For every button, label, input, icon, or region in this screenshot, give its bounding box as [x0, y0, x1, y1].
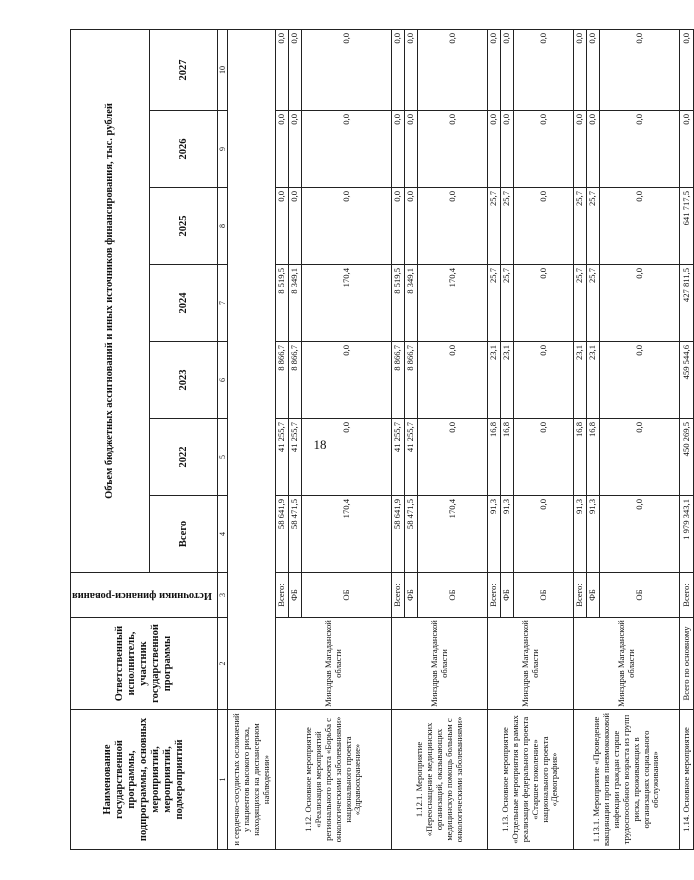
amount-cell: 8 866,7: [276, 342, 289, 419]
amount-cell: 58 641,9: [276, 496, 289, 573]
amount-cell: 0,0: [514, 29, 574, 110]
program-name: 1.13. Основное мероприятие «Отдельные мероприятия в рамках реализации федерального проекта «Старшее поколение» национального проекта «Демография»: [488, 710, 574, 850]
amount-cell: 0,0: [488, 111, 501, 188]
header-year: 2024: [150, 265, 218, 342]
amount-cell: 16,8: [501, 419, 514, 496]
amount-cell: 23,1: [488, 342, 501, 419]
funding-source: Всего:: [392, 573, 405, 618]
amount-cell: 0,0: [302, 111, 392, 188]
executor: Минздрав Магаданской области: [276, 618, 392, 710]
amount-cell: 0,0: [405, 111, 418, 188]
executor: Всего по основному: [680, 618, 694, 710]
amount-cell: 8 349,1: [405, 265, 418, 342]
column-number: 9: [218, 111, 228, 188]
amount-cell: 58 471,5: [289, 496, 302, 573]
amount-cell: 0,0: [418, 342, 488, 419]
funding-source: Всего:: [276, 573, 289, 618]
amount-cell: 0,0: [587, 111, 600, 188]
amount-cell: 0,0: [392, 188, 405, 265]
amount-cell: 25,7: [501, 188, 514, 265]
amount-cell: 450 269,5: [680, 419, 694, 496]
amount-cell: 8 866,7: [405, 342, 418, 419]
amount-cell: 25,7: [488, 265, 501, 342]
amount-cell: 16,8: [488, 419, 501, 496]
column-number: 5: [218, 419, 228, 496]
program-name: 1.13.1. Мероприятие «Проведение вакцинации против пневмококковой инфекции граждан старше трудоспособного возраста из групп риска, проживающих в организациях социального обслуживания»: [574, 710, 680, 850]
column-number: 8: [218, 188, 228, 265]
funding-source: ОБ: [418, 573, 488, 618]
page-number: 18: [313, 437, 327, 452]
empty-cell: [228, 29, 276, 709]
amount-cell: 427 811,5: [680, 265, 694, 342]
amount-cell: 0,0: [418, 29, 488, 110]
amount-cell: 91,3: [501, 496, 514, 573]
amount-cell: 0,0: [514, 188, 574, 265]
table-row: [488, 29, 501, 849]
amount-cell: 0,0: [514, 496, 574, 573]
funding-source: ФБ: [587, 573, 600, 618]
table-row: [574, 29, 587, 849]
amount-cell: 58 641,9: [392, 496, 405, 573]
column-number: 2: [218, 618, 228, 710]
amount-cell: 41 255,7: [276, 419, 289, 496]
amount-cell: 58 471,5: [405, 496, 418, 573]
amount-cell: 0,0: [600, 265, 680, 342]
funding-table: [70, 29, 694, 850]
amount-cell: 1 979 343,1: [680, 496, 694, 573]
amount-cell: 25,7: [587, 188, 600, 265]
header-executor: Ответственный исполнитель, участник государственной программы: [71, 618, 218, 710]
amount-cell: 0,0: [501, 111, 514, 188]
amount-cell: 170,4: [418, 265, 488, 342]
amount-cell: 0,0: [501, 29, 514, 110]
amount-cell: 16,8: [574, 419, 587, 496]
amount-cell: 459 544,6: [680, 342, 694, 419]
header-year: 2023: [150, 342, 218, 419]
amount-cell: 25,7: [501, 265, 514, 342]
amount-cell: 23,1: [587, 342, 600, 419]
amount-cell: 41 255,7: [405, 419, 418, 496]
amount-cell: 0,0: [289, 29, 302, 110]
amount-cell: 91,3: [574, 496, 587, 573]
table-row: [680, 29, 694, 849]
amount-cell: 8 866,7: [392, 342, 405, 419]
table-row: [392, 29, 405, 849]
column-number: 7: [218, 265, 228, 342]
header-year: Всего: [150, 496, 218, 573]
amount-cell: 0,0: [600, 188, 680, 265]
amount-cell: 0,0: [392, 111, 405, 188]
funding-source: Всего:: [680, 573, 694, 618]
amount-cell: 0,0: [600, 496, 680, 573]
amount-cell: 23,1: [501, 342, 514, 419]
amount-cell: 0,0: [276, 29, 289, 110]
funding-source: Всего:: [574, 573, 587, 618]
funding-source: ФБ: [501, 573, 514, 618]
funding-source: ОБ: [514, 573, 574, 618]
amount-cell: 0,0: [600, 29, 680, 110]
program-name: 1.12.1. Мероприятие «Переоснащение медицинских организаций, оказывающих медицинскую помощь больным с онкологическими заболеваниями»: [392, 710, 488, 850]
amount-cell: 0,0: [587, 29, 600, 110]
amount-cell: 91,3: [587, 496, 600, 573]
amount-cell: 25,7: [587, 265, 600, 342]
amount-cell: 25,7: [574, 188, 587, 265]
funding-source: ФБ: [289, 573, 302, 618]
amount-cell: 0,0: [418, 419, 488, 496]
amount-cell: 0,0: [488, 29, 501, 110]
funding-source: ФБ: [405, 573, 418, 618]
amount-cell: 170,4: [302, 496, 392, 573]
amount-cell: 8 519,5: [276, 265, 289, 342]
amount-cell: 16,8: [587, 419, 600, 496]
table-row: [228, 29, 276, 849]
amount-cell: 170,4: [302, 265, 392, 342]
amount-cell: 25,7: [488, 188, 501, 265]
amount-cell: 0,0: [680, 29, 694, 110]
program-name: и сердечно-сосудистых осложнений у пациентов высокого риска, находящихся на диспансерном наблюдении»: [228, 710, 276, 850]
column-number: 1: [218, 710, 228, 850]
executor: Минздрав Магаданской области: [488, 618, 574, 710]
amount-cell: 0,0: [302, 419, 392, 496]
amount-cell: 41 255,7: [392, 419, 405, 496]
column-number: 3: [218, 573, 228, 618]
amount-cell: 0,0: [680, 111, 694, 188]
funding-source: Всего:: [488, 573, 501, 618]
header-funding-group: Объем бюджетных ассигнований и иных источников финансирования, тыс. рублей: [71, 29, 150, 572]
amount-cell: 0,0: [600, 111, 680, 188]
executor: Минздрав Магаданской области: [574, 618, 680, 710]
amount-cell: 0,0: [514, 265, 574, 342]
amount-cell: 8 349,1: [289, 265, 302, 342]
funding-source: ОБ: [600, 573, 680, 618]
amount-cell: 0,0: [514, 342, 574, 419]
amount-cell: 0,0: [418, 111, 488, 188]
amount-cell: 0,0: [418, 188, 488, 265]
amount-cell: 0,0: [574, 111, 587, 188]
amount-cell: 0,0: [289, 188, 302, 265]
amount-cell: 0,0: [514, 419, 574, 496]
column-number: 10: [218, 29, 228, 110]
amount-cell: 0,0: [392, 29, 405, 110]
amount-cell: 0,0: [600, 342, 680, 419]
header-year: 2022: [150, 419, 218, 496]
column-number: 6: [218, 342, 228, 419]
header-year: 2026: [150, 111, 218, 188]
amount-cell: 0,0: [600, 419, 680, 496]
amount-cell: 8 866,7: [289, 342, 302, 419]
funding-source: ОБ: [302, 573, 392, 618]
amount-cell: 8 519,5: [392, 265, 405, 342]
amount-cell: 0,0: [405, 188, 418, 265]
program-name: 1.14. Основное мероприятие: [680, 710, 694, 850]
executor: Минздрав Магаданской области: [392, 618, 488, 710]
header-name: Наименование государственной программы, подпрограммы, основных мероприятий, мероприятий, подмероприятий: [71, 710, 218, 850]
amount-cell: 91,3: [488, 496, 501, 573]
amount-cell: 0,0: [302, 342, 392, 419]
amount-cell: 0,0: [276, 111, 289, 188]
amount-cell: 0,0: [302, 188, 392, 265]
amount-cell: 0,0: [405, 29, 418, 110]
amount-cell: 0,0: [302, 29, 392, 110]
column-number: 4: [218, 496, 228, 573]
amount-cell: 170,4: [418, 496, 488, 573]
amount-cell: 23,1: [574, 342, 587, 419]
header-year: 2025: [150, 188, 218, 265]
amount-cell: 0,0: [514, 111, 574, 188]
amount-cell: 0,0: [574, 29, 587, 110]
amount-cell: 25,7: [574, 265, 587, 342]
rotated-table-container: [70, 30, 691, 850]
table-row: [276, 29, 289, 849]
amount-cell: 41 255,7: [289, 419, 302, 496]
program-name: 1.12. Основное мероприятие «Реализация мероприятий регионального проекта «Борьба с онкологическими заболеваниями» национального проекта «Здравоохранение»: [276, 710, 392, 850]
header-year: 2027: [150, 29, 218, 110]
amount-cell: 0,0: [289, 111, 302, 188]
amount-cell: 0,0: [276, 188, 289, 265]
header-source: Источники финанси-рования: [71, 573, 218, 618]
amount-cell: 641 717,5: [680, 188, 694, 265]
